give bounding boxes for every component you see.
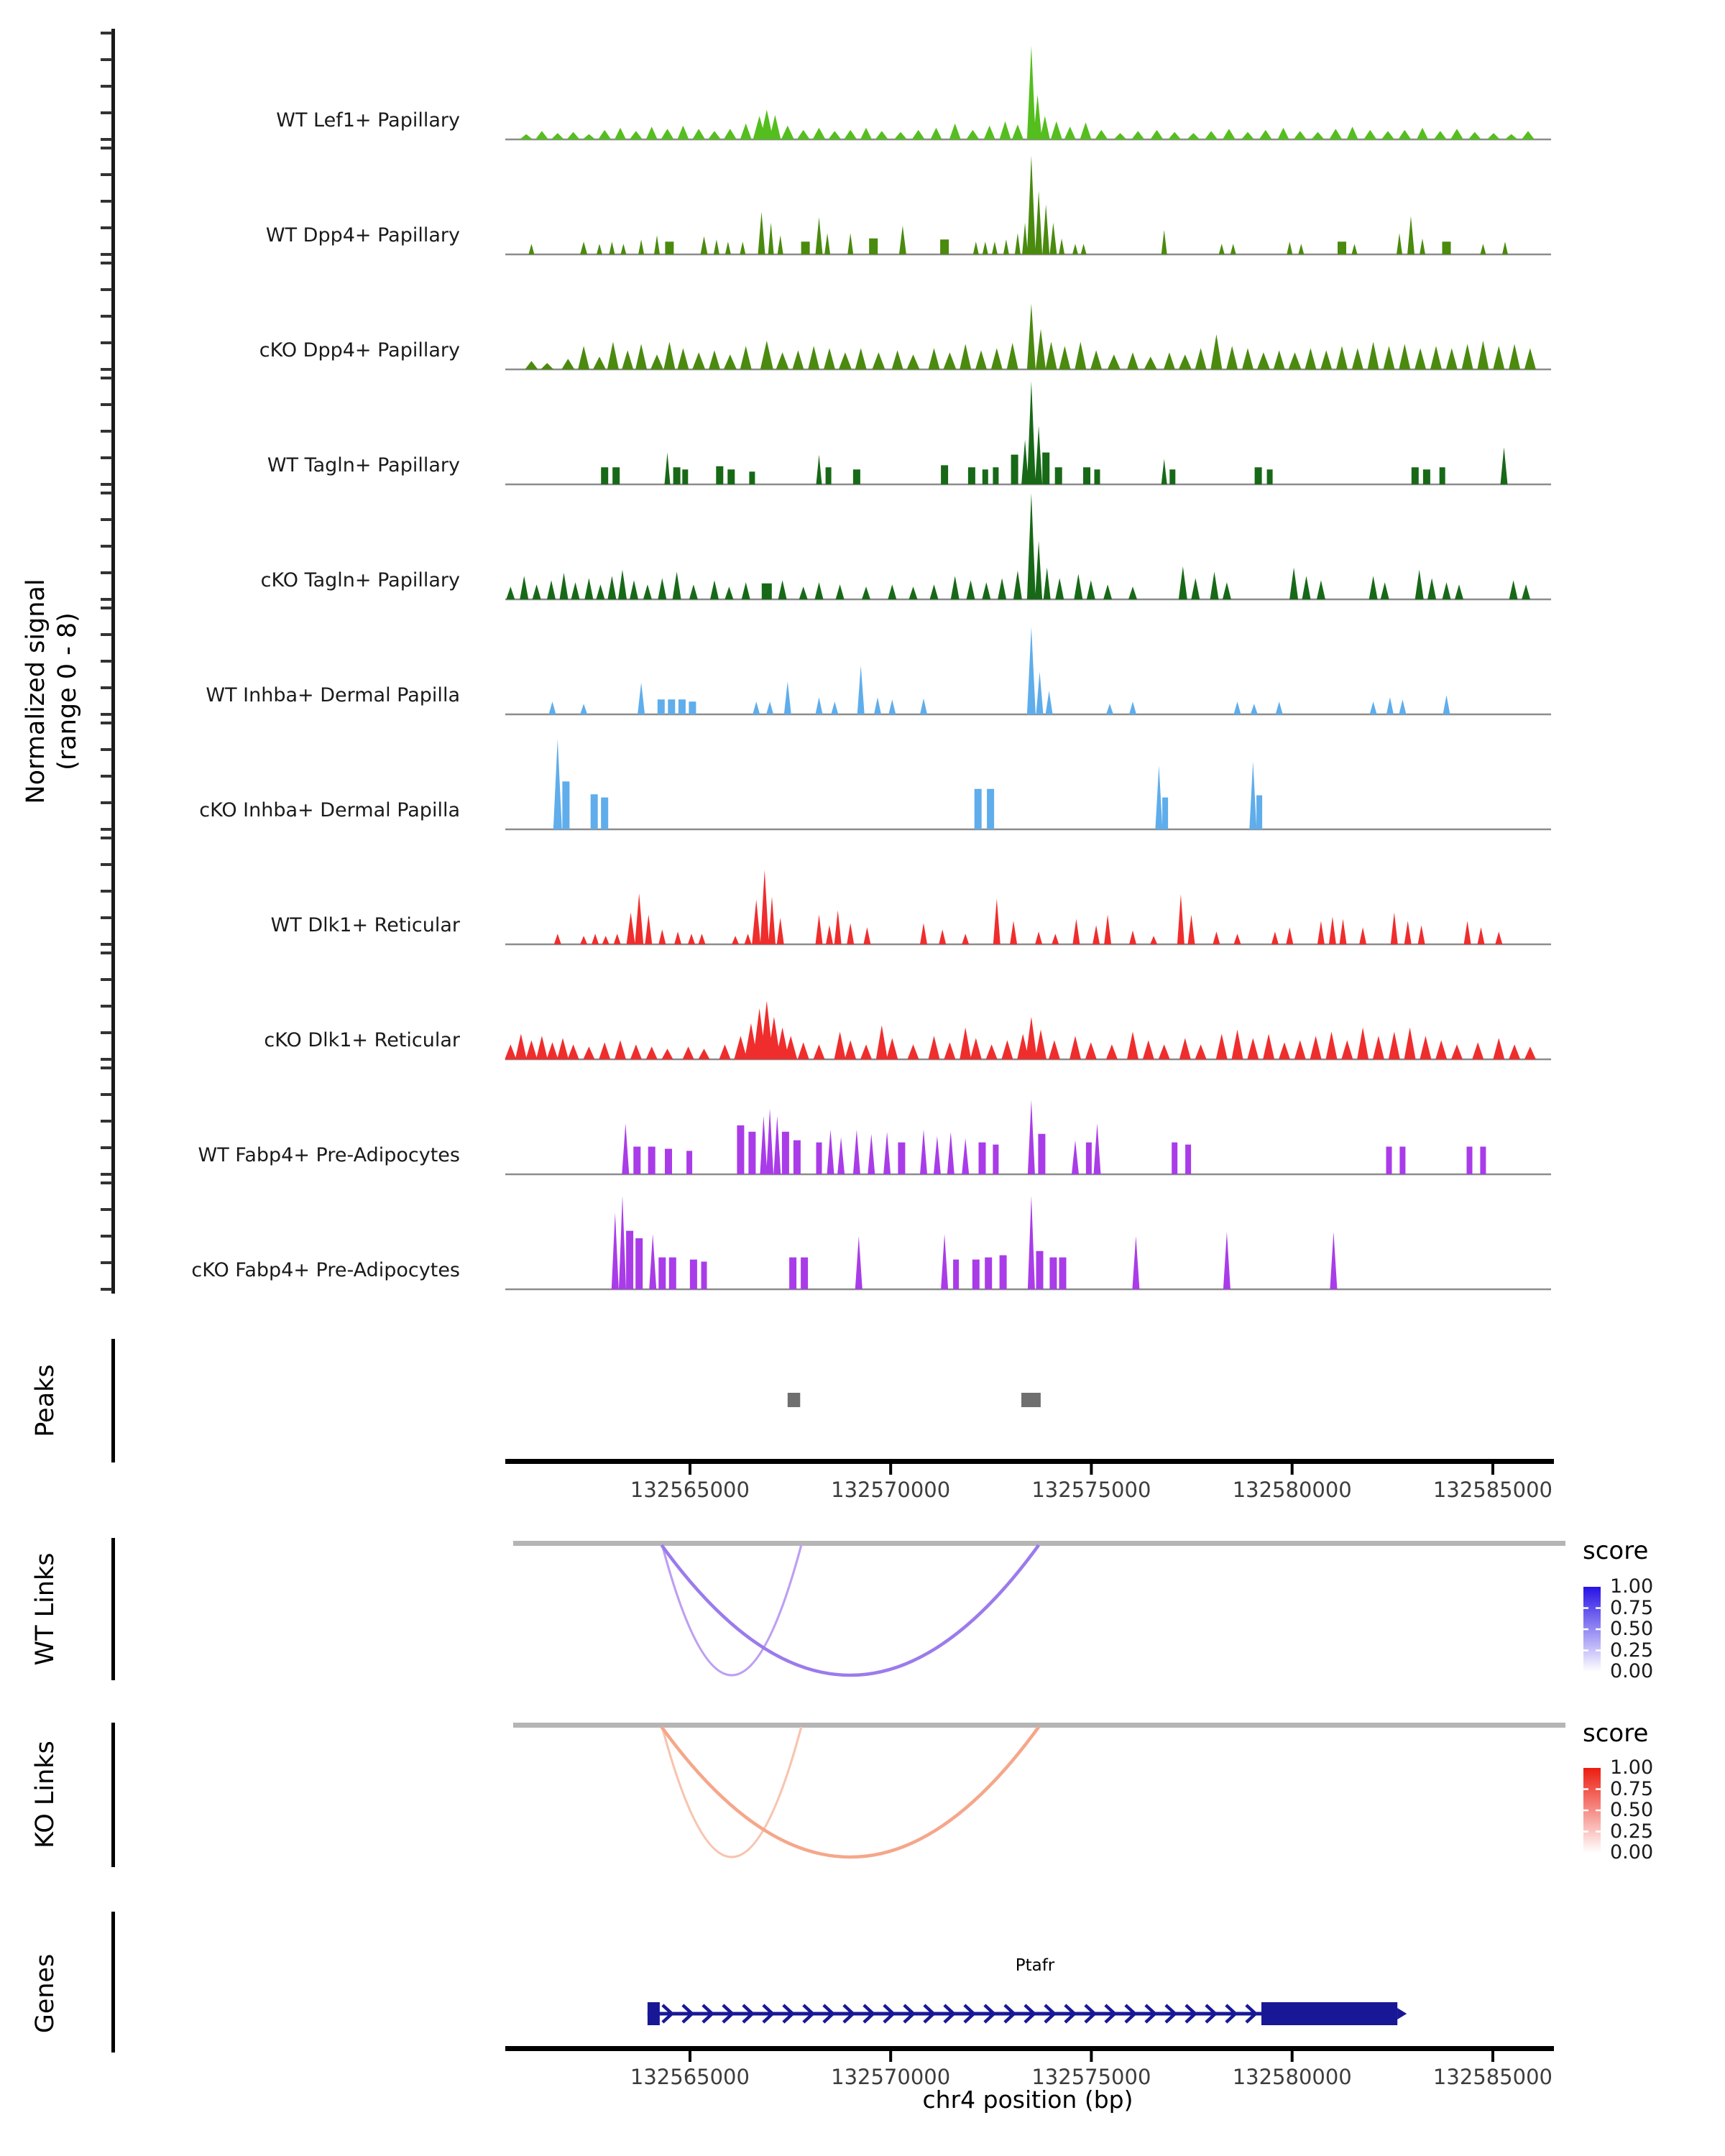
- track-label-6: WT Inhba+ Dermal Papilla: [206, 684, 460, 706]
- signal-y-tick: [101, 943, 112, 946]
- signal-y-tick: [101, 430, 112, 433]
- signal-y-tick: [101, 368, 112, 371]
- wt-score-legend-value-0.25: 0.25: [1610, 1639, 1654, 1662]
- coverage-signal: [601, 381, 1507, 484]
- signal-y-tick: [101, 660, 112, 663]
- signal-y-tick: [101, 607, 112, 609]
- gene-end-arrow: [1397, 2008, 1407, 2019]
- score-legend-tick: [1583, 1607, 1588, 1609]
- signal-y-tick: [101, 598, 112, 601]
- signal-y-tick: [101, 1288, 112, 1291]
- score-legend-tick: [1583, 1649, 1588, 1651]
- genome-axis-tick: [889, 2051, 892, 2062]
- ko-score-legend-value-0.75: 0.75: [1610, 1777, 1654, 1800]
- track-label-8: WT Dlk1+ Reticular: [270, 914, 460, 936]
- coverage-signal: [528, 155, 1508, 254]
- signal-y-tick: [101, 32, 112, 34]
- gene-exon: [1261, 2002, 1397, 2025]
- track-label-5: cKO Tagln+ Papillary: [260, 569, 460, 591]
- signal-y-tick: [101, 1235, 112, 1238]
- wt-score-legend-value-0.50: 0.50: [1610, 1618, 1654, 1640]
- signal-y-tick: [101, 1005, 112, 1008]
- x-tick-label-mid-5: 132585000: [1432, 1478, 1552, 1502]
- signal-y-tick: [101, 288, 112, 291]
- signal-y-tick: [101, 713, 112, 716]
- ko-score-legend-title: score: [1583, 1719, 1649, 1748]
- x-tick-label-mid-1: 132565000: [630, 1478, 750, 1502]
- signal-y-tick: [101, 253, 112, 256]
- peaks-axis-bar: [111, 1339, 115, 1462]
- signal-y-tick: [101, 863, 112, 866]
- ko-score-legend-value-0.00: 0.00: [1610, 1841, 1654, 1864]
- score-legend-tick: [1596, 1649, 1601, 1651]
- signal-y-tick: [101, 978, 112, 981]
- signal-y-tick: [101, 262, 112, 264]
- y-axis-label-line1: Normalized signal: [22, 579, 50, 804]
- genome-axis-tick: [1090, 2051, 1092, 2062]
- signal-y-tick: [101, 775, 112, 778]
- wt-score-legend-value-0.00: 0.00: [1610, 1660, 1654, 1682]
- peak-box: [1021, 1393, 1041, 1407]
- signal-y-tick: [101, 483, 112, 486]
- signal-y-tick: [101, 147, 112, 149]
- wt-links-section-label: WT Links: [31, 1552, 60, 1666]
- signal-y-tick: [101, 403, 112, 406]
- track-label-2: WT Dpp4+ Papillary: [265, 224, 460, 247]
- link-arc: [662, 1545, 1039, 1675]
- signal-y-tick: [101, 200, 112, 203]
- x-tick-label-bottom-2: 132570000: [831, 2065, 951, 2089]
- signal-y-tick: [101, 890, 112, 893]
- track-label-7: cKO Inhba+ Dermal Papilla: [199, 799, 460, 821]
- coverage-signal: [506, 493, 1530, 599]
- genome-axis-tick: [1491, 1464, 1494, 1475]
- signal-y-tick: [101, 633, 112, 636]
- signal-y-tick: [101, 748, 112, 751]
- peaks-section-label: Peaks: [31, 1364, 60, 1437]
- genome-axis-tick: [1291, 2051, 1294, 2062]
- score-legend-tick: [1596, 1830, 1601, 1833]
- track-label-1: WT Lef1+ Papillary: [276, 109, 460, 132]
- score-legend-tick: [1596, 1788, 1601, 1790]
- genome-axis-tick: [689, 2051, 691, 2062]
- genes-section-label: Genes: [31, 1953, 60, 2034]
- links-baseline: [513, 1541, 1565, 1546]
- genome-axis-tick: [889, 1464, 892, 1475]
- genes-axis-bar: [111, 1912, 115, 2053]
- links-axis-bar: [111, 1723, 115, 1867]
- signal-y-tick: [101, 1173, 112, 1176]
- link-arc: [662, 1727, 1039, 1857]
- signal-y-tick: [101, 518, 112, 521]
- x-tick-label-mid-4: 132580000: [1232, 1478, 1352, 1502]
- signal-y-tick: [101, 58, 112, 61]
- score-legend-tick: [1596, 1628, 1601, 1631]
- wt-score-legend-value-0.75: 0.75: [1610, 1596, 1654, 1619]
- genome-axis-tick: [1090, 1464, 1092, 1475]
- signal-y-tick: [101, 1067, 112, 1069]
- y-axis-label: [20, 579, 83, 803]
- signal-y-tick: [101, 837, 112, 839]
- coverage-signal: [622, 1100, 1486, 1174]
- wt-score-legend-title: score: [1583, 1537, 1649, 1565]
- x-tick-label-mid-2: 132570000: [831, 1478, 951, 1502]
- genome-axis-tick: [1291, 1464, 1294, 1475]
- signal-y-tick: [101, 1120, 112, 1123]
- signal-y-tick: [101, 173, 112, 176]
- x-tick-label-bottom-3: 132575000: [1031, 2065, 1151, 2089]
- x-tick-label-bottom-4: 132580000: [1232, 2065, 1352, 2089]
- score-legend-tick: [1583, 1628, 1588, 1631]
- track-label-9: cKO Dlk1+ Reticular: [264, 1029, 460, 1051]
- signal-y-tick: [101, 492, 112, 494]
- score-legend-tick: [1583, 1830, 1588, 1833]
- gene-name-label: Ptafr: [1015, 1956, 1055, 1975]
- genome-axis-bottom: [505, 2046, 1554, 2051]
- wt-score-legend-value-1.00: 1.00: [1610, 1575, 1654, 1598]
- x-tick-label-bottom-1: 132565000: [630, 2065, 750, 2089]
- coverage-signal: [612, 1196, 1338, 1289]
- signal-y-tick: [101, 1093, 112, 1096]
- track-label-3: cKO Dpp4+ Papillary: [259, 339, 460, 361]
- x-axis-title: chr4 position (bp): [922, 2086, 1133, 2114]
- signal-y-tick: [101, 545, 112, 548]
- signal-y-tick: [101, 315, 112, 318]
- signal-y-tick: [101, 1181, 112, 1184]
- signal-y-tick: [101, 138, 112, 141]
- coverage-signal: [520, 46, 1535, 139]
- coverage-signal: [554, 870, 1503, 944]
- links-baseline: [513, 1723, 1565, 1728]
- signal-y-tick: [101, 722, 112, 724]
- signal-y-tick: [101, 85, 112, 88]
- signal-y-tick: [101, 1208, 112, 1211]
- track-label-4: WT Tagln+ Papillary: [267, 454, 460, 476]
- coverage-signal: [505, 1001, 1536, 1059]
- genome-axis-mid: [505, 1459, 1554, 1464]
- ko-score-legend-value-0.50: 0.50: [1610, 1799, 1654, 1821]
- coverage-signal: [549, 627, 1450, 714]
- ko-score-legend-value-0.25: 0.25: [1610, 1820, 1654, 1843]
- score-legend-tick: [1596, 1607, 1601, 1609]
- genome-axis-tick: [689, 1464, 691, 1475]
- y-axis-label-line2: (range 0 - 8): [53, 612, 82, 770]
- score-legend-tick: [1596, 1810, 1601, 1812]
- signal-y-tick: [101, 1058, 112, 1061]
- signal-y-tick: [101, 377, 112, 379]
- coverage-signal: [553, 739, 1262, 829]
- score-legend-tick: [1583, 1810, 1588, 1812]
- track-label-11: cKO Fabp4+ Pre-Adipocytes: [191, 1259, 460, 1281]
- peak-box: [788, 1393, 801, 1407]
- ko-links-section-label: KO Links: [31, 1741, 60, 1848]
- genome-axis-tick: [1491, 2051, 1494, 2062]
- x-tick-label-mid-3: 132575000: [1031, 1478, 1151, 1502]
- x-tick-label-bottom-5: 132585000: [1432, 2065, 1552, 2089]
- signal-y-tick: [101, 828, 112, 831]
- score-legend-tick: [1583, 1788, 1588, 1790]
- coverage-signal: [525, 303, 1535, 369]
- signal-y-tick: [101, 952, 112, 954]
- links-axis-bar: [111, 1538, 115, 1680]
- ko-score-legend-value-1.00: 1.00: [1610, 1756, 1654, 1779]
- track-label-10: WT Fabp4+ Pre-Adipocytes: [198, 1144, 460, 1166]
